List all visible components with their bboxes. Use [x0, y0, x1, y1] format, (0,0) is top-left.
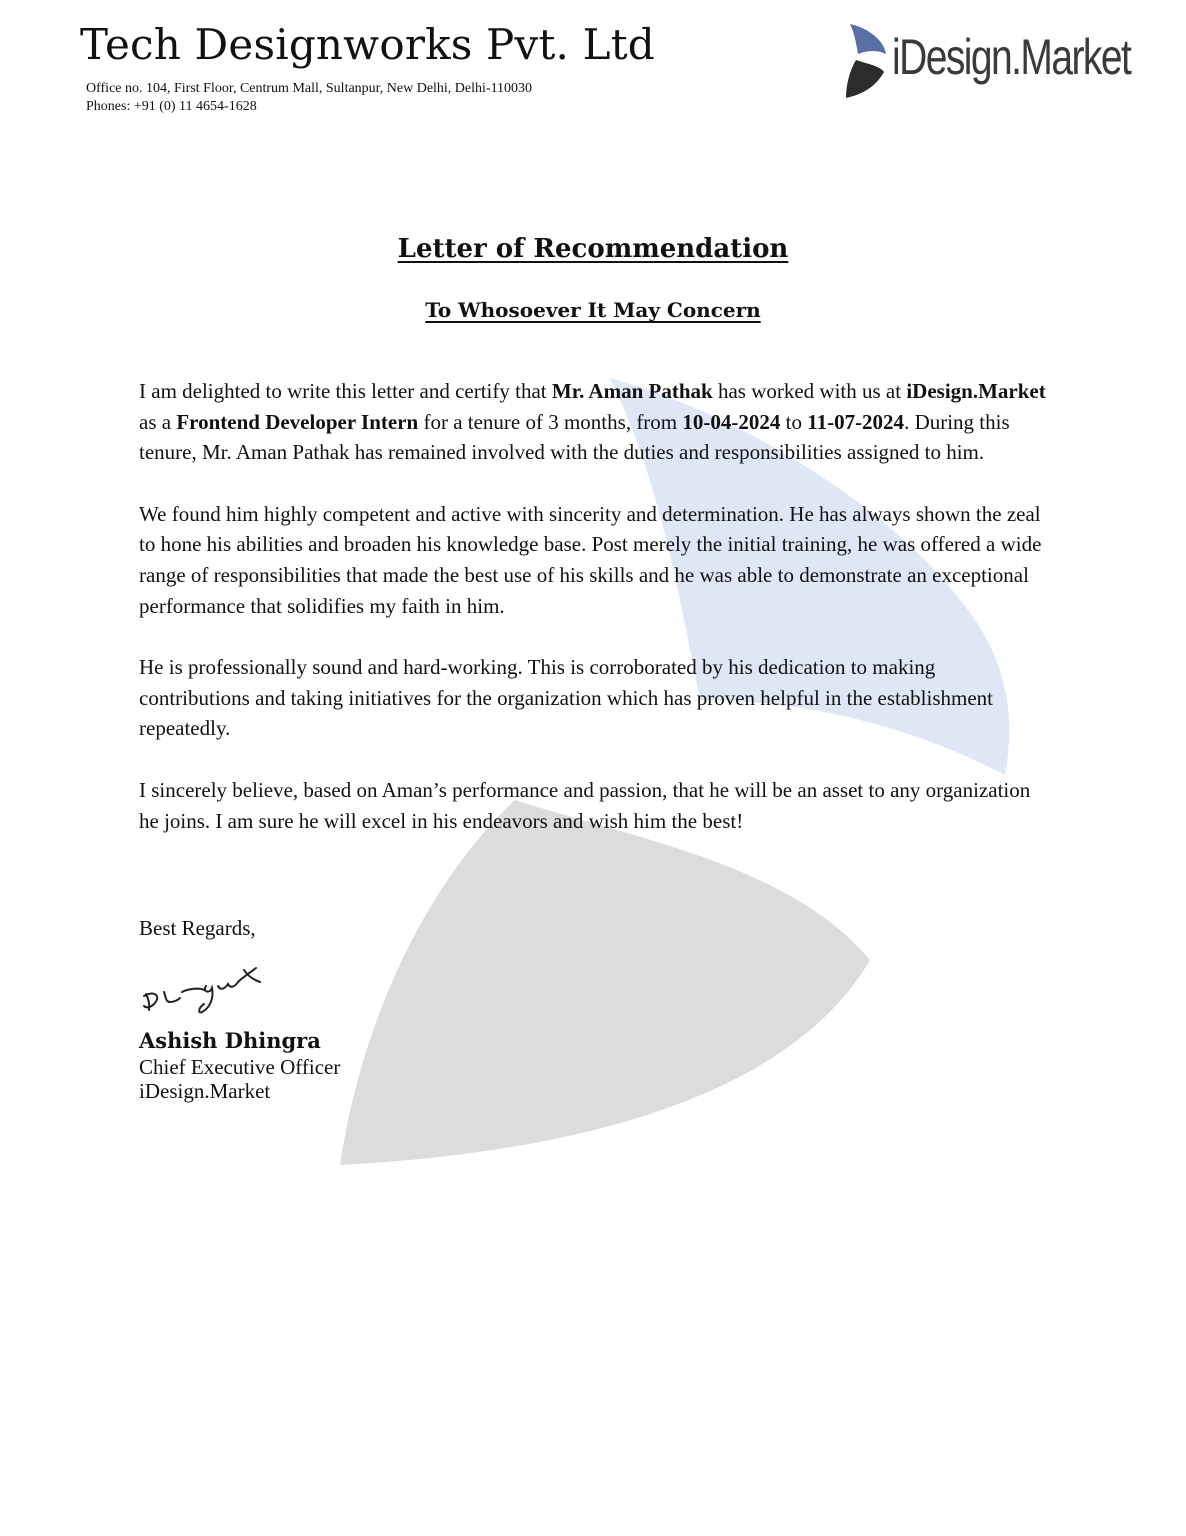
signatory-name: Ashish Dhingra	[139, 1028, 321, 1053]
company-address: Office no. 104, First Floor, Centrum Mall, Sultanpur, New Delhi, Delhi-110030	[86, 81, 533, 96]
paragraph-2: We found him highly competent and active with sincerity and determination. He has always shown the zeal to hone his abilities and broaden his knowledge base. Post merely the initial training, he was offered a wide range of responsibilities that made the best use of his skills and he was able to demonstrate an exceptional performance that solidifies my faith in him.	[139, 501, 1042, 618]
brand-logo-icon	[840, 20, 890, 104]
signature-stroke-4	[218, 968, 260, 989]
brand-logo-text: iDesign.Market	[892, 29, 1131, 85]
signature-stroke-1	[144, 994, 157, 1010]
letter-subtitle-text: To Whosoever It May Concern	[425, 298, 761, 322]
paragraph-1	[139, 376, 1049, 468]
logo-blue-leaf	[850, 24, 886, 54]
signature-stroke-3	[182, 986, 213, 1012]
logo-dark-leaf	[846, 60, 884, 98]
signature-image	[140, 958, 280, 1018]
p1-text-3: as a	[139, 409, 177, 434]
p1-text-1: I am delighted to write this letter and certify that	[139, 379, 552, 403]
company-name: Tech Designworks Pvt. Ltd	[80, 20, 655, 69]
paragraph-4: I sincerely believe, based on Aman’s performance and passion, that he will be an asset to any organization he joins. I am sure he will excel in his endeavors and wish him the best!	[139, 777, 1031, 833]
candidate-name: Mr. Aman Pathak	[551, 379, 713, 403]
company-mention: iDesign.Market	[906, 379, 1046, 403]
closing-salutation: Best Regards,	[139, 916, 256, 940]
p1-text-2: has worked with us at	[712, 379, 907, 403]
letter-body	[139, 376, 1049, 867]
p1-text-5: to	[780, 409, 808, 434]
company-phone: Phones: +91 (0) 11 4654-1628	[86, 99, 257, 114]
start-date: 10-04-2024	[682, 409, 781, 434]
company-address-block	[86, 80, 532, 116]
signatory-block	[139, 1027, 340, 1103]
paragraph-3: He is professionally sound and hard-working. This is corroborated by his dedication to making contributions and taking initiatives for the organization which has proven helpful in the establishment repeatedly.	[139, 655, 994, 741]
letter-title-text: Letter of Recommendation	[397, 234, 789, 264]
job-role: Frontend Developer Intern	[176, 409, 419, 434]
letter-subtitle	[0, 298, 1186, 322]
p1-text-4: for a tenure of 3 months, from	[418, 409, 683, 434]
end-date: 11-07-2024	[807, 409, 905, 434]
letter-title	[0, 234, 1186, 264]
p1-text-6: . During this tenure, Mr. Aman Pathak has remained involved with the duties and responsibilities assigned to him.	[139, 409, 1010, 465]
brand-logo	[840, 20, 1150, 104]
signatory-company: iDesign.Market	[139, 1079, 271, 1103]
signatory-position: Chief Executive Officer	[139, 1055, 341, 1079]
signature-stroke-2	[164, 992, 180, 1002]
